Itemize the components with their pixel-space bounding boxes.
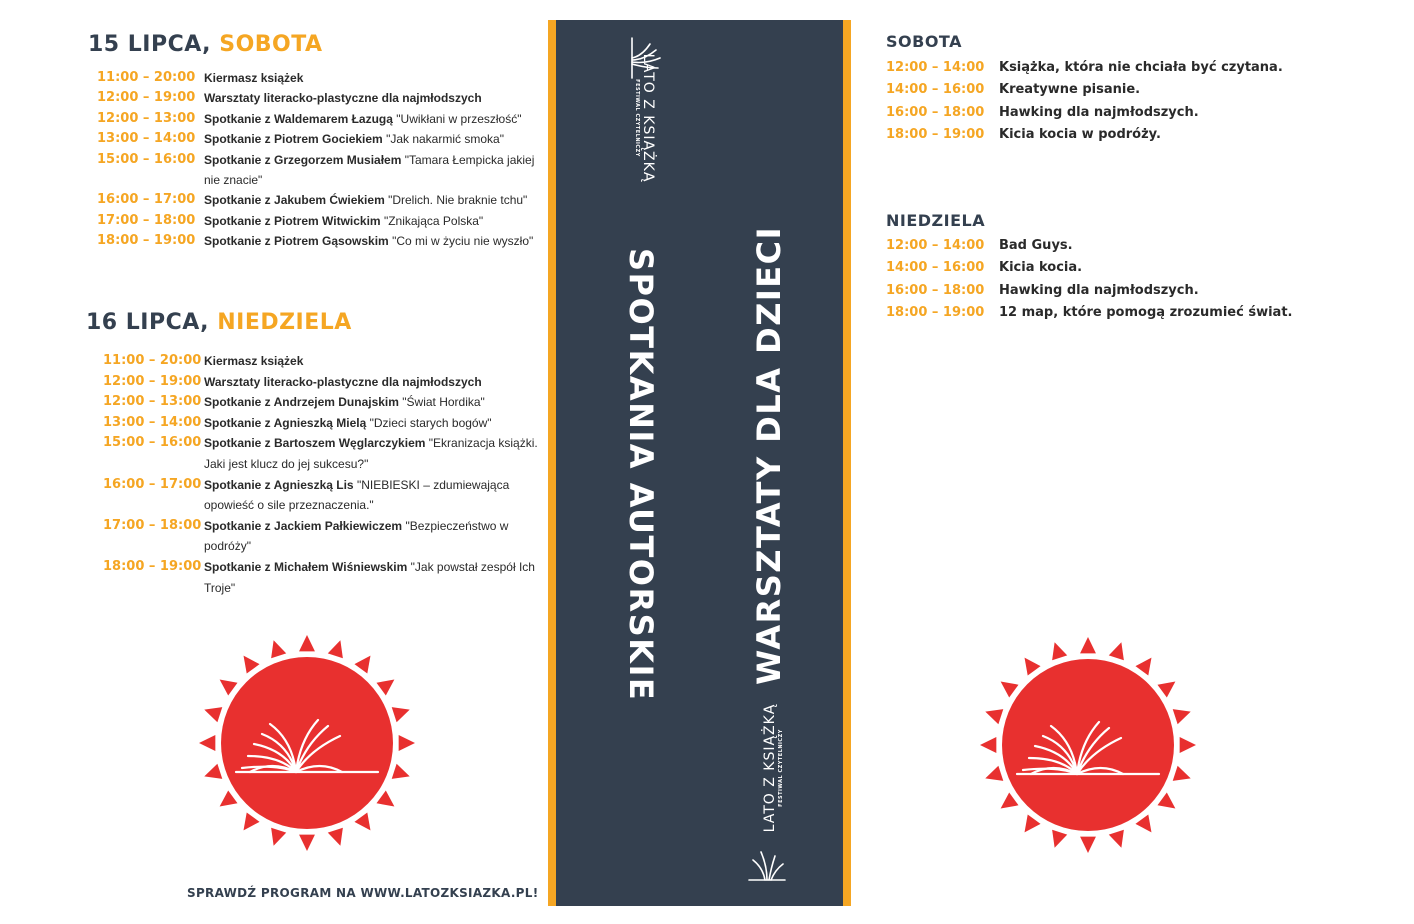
schedule-description <box>204 516 547 557</box>
schedule-time: 18:00 – 19:00 <box>103 559 202 574</box>
schedule-time: 13:00 – 14:00 <box>103 414 202 430</box>
speaker-name: Spotkanie z Agnieszką Mielą <box>204 415 367 430</box>
schedule-time: 12:00 – 14:00 <box>886 238 985 253</box>
badge-ray <box>1025 814 1041 832</box>
schedule-description <box>204 557 547 598</box>
speaker-name: Spotkanie z Bartoszem Węglarczykiem <box>204 436 426 451</box>
event-title: "Co mi w życiu nie wyszło" <box>388 234 534 249</box>
schedule-time: 16:00 – 17:00 <box>97 192 196 208</box>
badge-ray <box>244 656 260 674</box>
schedule-description: Hawking dla najmłodszych. <box>999 104 1199 120</box>
schedule-description <box>204 150 544 191</box>
schedule-time: 14:00 – 16:00 <box>886 260 985 276</box>
book-logo-icon-bottom <box>747 846 787 882</box>
event-title: "NIEBIESKI – zdumiewająca opowieść o sile przeznaczenia." <box>204 477 510 513</box>
schedule-time: 16:00 – 18:00 <box>886 282 985 298</box>
badge-ray <box>392 764 410 779</box>
badge-ray <box>392 707 410 722</box>
schedule-time: 12:00 – 19:00 <box>97 90 196 106</box>
event-title: "Znikająca Polska" <box>380 213 484 228</box>
workshops-sunday-heading: NIEDZIELA <box>886 211 986 230</box>
spine-border-left <box>548 20 556 906</box>
badge-ray <box>271 640 286 658</box>
speaker-name: Warsztaty literacko-plastyczne dla najmłodszych <box>204 91 482 106</box>
schedule-description <box>204 129 544 150</box>
speaker-name: Spotkanie z Waldemarem Łazugą <box>204 111 393 126</box>
speaker-name: Spotkanie z Jackiem Pałkiewiczem <box>204 518 403 533</box>
badge-ray <box>376 790 394 806</box>
schedule-time: 12:00 – 19:00 <box>103 373 202 389</box>
badge-ray <box>1025 658 1041 676</box>
speaker-name: Spotkanie z Jakubem Ćwiekiem <box>204 193 385 208</box>
spine-border-right <box>843 20 851 906</box>
badge-ray <box>980 737 996 753</box>
schedule-time: 16:00 – 17:00 <box>103 476 202 492</box>
schedule-time: 12:00 – 13:00 <box>103 394 202 410</box>
schedule-description <box>204 109 544 130</box>
badge-ray <box>354 812 370 830</box>
event-title: "Tamara Łempicka jakiej nie znacie" <box>204 152 535 188</box>
brand-top-name: LATO Z KSIĄŻKĄ <box>640 53 656 183</box>
day1-schedule <box>97 68 547 258</box>
spine-title-authors: SPOTKANIA AUTORSKIE <box>622 248 660 702</box>
speaker-name: Spotkanie z Michałem Wiśniewskim <box>204 560 408 574</box>
schedule-time: 14:00 – 16:00 <box>886 82 985 98</box>
book-logo-icon <box>628 34 664 80</box>
badge-ray <box>1080 837 1096 853</box>
schedule-time: 16:00 – 18:00 <box>886 104 985 120</box>
schedule-description <box>204 211 544 232</box>
schedule-description <box>204 372 547 393</box>
schedule-description <box>204 413 547 434</box>
badge-ray <box>1135 658 1151 676</box>
badge-ray <box>1052 642 1067 660</box>
badge-ray <box>985 766 1003 781</box>
badge-ray <box>299 635 315 651</box>
schedule-description: Książka, która nie chciała być czytana. <box>999 60 1283 75</box>
schedule-description: Bad Guys. <box>999 238 1073 253</box>
badge-ray <box>1157 682 1175 698</box>
book-badge-right <box>977 634 1199 856</box>
badge-circle-right <box>1002 659 1174 831</box>
speaker-name: Kiermasz książek <box>204 354 304 368</box>
schedule-description <box>204 190 544 211</box>
schedule-time: 11:00 – 20:00 <box>97 70 196 85</box>
schedule-description <box>204 68 544 89</box>
badge-ray <box>354 656 370 674</box>
badge-ray <box>1109 642 1124 660</box>
schedule-description: 12 map, które pomogą zrozumieć świat. <box>999 304 1293 320</box>
badge-ray <box>399 735 415 751</box>
badge-ray <box>1109 830 1124 848</box>
badge-ray <box>199 735 215 751</box>
badge-ray <box>1052 830 1067 848</box>
schedule-time: 11:00 – 20:00 <box>103 353 202 368</box>
speaker-name: Kiermasz książek <box>204 71 304 85</box>
schedule-time: 18:00 – 19:00 <box>886 304 985 320</box>
schedule-time: 17:00 – 18:00 <box>103 517 202 533</box>
speaker-name: Spotkanie z Piotrem Witwickim <box>204 213 381 228</box>
schedule-time: 13:00 – 14:00 <box>97 131 196 147</box>
badge-ray <box>985 709 1003 724</box>
badge-ray <box>1173 766 1191 781</box>
spine-panel <box>556 20 843 906</box>
schedule-description <box>204 231 544 252</box>
badge-circle <box>221 657 393 829</box>
schedule-description: Kicia kocia. <box>999 260 1083 276</box>
schedule-time: 18:00 – 19:00 <box>886 126 985 142</box>
badge-ray <box>220 680 238 696</box>
event-title: "Jak nakarmić smoka" <box>382 132 504 147</box>
workshops-sunday-list <box>886 236 1366 326</box>
badge-ray <box>1157 792 1175 808</box>
schedule-description: Hawking dla najmłodszych. <box>999 282 1199 298</box>
schedule-description <box>204 351 547 372</box>
day1-date: 15 LIPCA, <box>88 32 212 57</box>
event-title: "Ekranizacja książki. Jaki jest klucz do jej sukcesu?" <box>204 436 538 471</box>
speaker-name: Warsztaty literacko-plastyczne dla najmłodszych <box>204 374 482 389</box>
day1-heading <box>88 32 323 57</box>
event-title: "Świat Hordika" <box>398 395 485 410</box>
schedule-time: 12:00 – 14:00 <box>886 60 985 75</box>
badge-ray <box>204 764 222 779</box>
schedule-description: Kicia kocia w podróży. <box>999 126 1161 142</box>
brand-bottom-sub: FESTIWAL CZYTELNICZY <box>778 729 784 807</box>
workshops-saturday-heading: SOBOTA <box>886 32 962 51</box>
schedule-time: 18:00 – 19:00 <box>97 233 196 249</box>
event-title: "Jak powstał zespół Ich Troje" <box>204 560 535 595</box>
day2-weekday: NIEDZIELA <box>217 310 352 335</box>
speaker-name: Spotkanie z Piotrem Gociekiem <box>204 132 383 147</box>
schedule-time: 15:00 – 16:00 <box>103 435 202 451</box>
badge-ray <box>1001 682 1019 698</box>
schedule-description <box>204 392 547 413</box>
schedule-time: 15:00 – 16:00 <box>97 151 196 167</box>
badge-ray <box>1001 792 1019 808</box>
speaker-name: Spotkanie z Piotrem Gąsowskim <box>204 234 389 249</box>
schedule-time: 17:00 – 18:00 <box>97 212 196 228</box>
spine-title-workshops: WARSZTATY DLA DZIECI <box>750 225 788 685</box>
brand-bottom-name: LATO Z KSIĄŻKĄ <box>762 703 778 833</box>
day2-schedule <box>103 351 547 601</box>
day2-heading <box>86 310 352 335</box>
speaker-name: Spotkanie z Andrzejem Dunajskim <box>204 395 399 410</box>
badge-ray <box>1173 709 1191 724</box>
badge-ray <box>376 680 394 696</box>
badge-ray <box>1080 637 1096 653</box>
event-title: "Dzieci starych bogów" <box>366 415 492 430</box>
badge-ray <box>1135 814 1151 832</box>
badge-ray <box>220 790 238 806</box>
workshops-saturday-list <box>886 58 1366 148</box>
event-title: "Uwikłani w przeszłość" <box>392 111 522 126</box>
day2-date: 16 LIPCA, <box>86 310 210 335</box>
brand-bottom <box>762 683 784 853</box>
badge-ray <box>271 828 286 846</box>
schedule-description <box>204 433 547 474</box>
event-title: "Drelich. Nie braknie tchu" <box>384 193 528 208</box>
schedule-time: 12:00 – 13:00 <box>97 110 196 126</box>
badge-ray <box>328 828 343 846</box>
badge-ray <box>244 812 260 830</box>
badge-ray <box>204 707 222 722</box>
day1-weekday: SOBOTA <box>219 32 323 57</box>
badge-ray <box>328 640 343 658</box>
badge-ray <box>1180 737 1196 753</box>
schedule-description <box>204 88 544 109</box>
speaker-name: Spotkanie z Agnieszką Lis <box>204 477 354 492</box>
speaker-name: Spotkanie z Grzegorzem Musiałem <box>204 152 402 167</box>
book-badge-left <box>196 632 418 854</box>
schedule-description <box>204 475 547 516</box>
badge-ray <box>299 835 315 851</box>
brand-top-sub: FESTIWAL CZYTELNICZY <box>634 79 640 157</box>
program-cta: SPRAWDŹ PROGRAM NA WWW.LATOZKSIAZKA.PL! <box>187 886 539 900</box>
event-title: "Bezpieczeństwo w podróży" <box>204 518 509 554</box>
schedule-description: Kreatywne pisanie. <box>999 82 1141 98</box>
